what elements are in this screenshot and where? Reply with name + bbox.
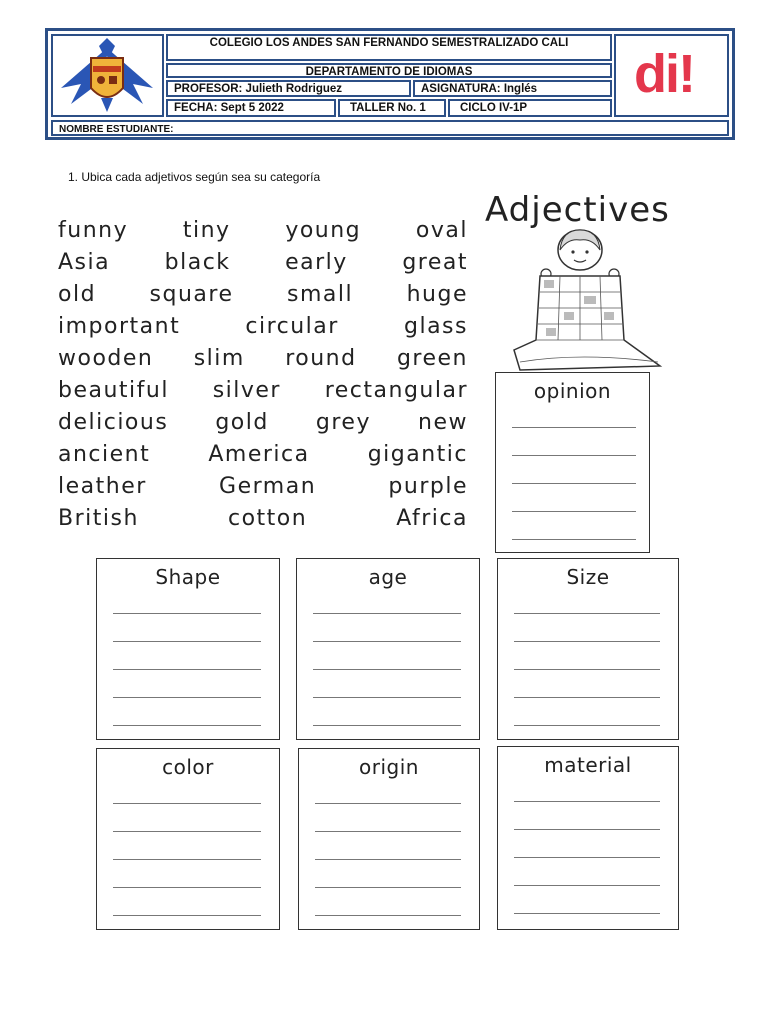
word: important	[58, 313, 181, 339]
answer-line[interactable]	[313, 725, 461, 726]
word: purple	[388, 473, 468, 499]
word: leather	[58, 473, 147, 499]
date-text: FECHA: Sept 5 2022	[174, 102, 284, 114]
answer-line[interactable]	[113, 697, 261, 698]
answer-line[interactable]	[113, 803, 261, 804]
worksheet-title: Adjectives	[485, 190, 670, 230]
answer-line[interactable]	[315, 831, 461, 832]
word: Africa	[396, 505, 468, 531]
word-row	[58, 374, 468, 406]
word: Asia	[58, 249, 111, 275]
category-box-color	[96, 748, 280, 930]
answer-line[interactable]	[315, 887, 461, 888]
answer-line[interactable]	[113, 613, 261, 614]
category-box-material	[497, 746, 679, 930]
word: old	[58, 281, 97, 307]
answer-line[interactable]	[113, 887, 261, 888]
word: rectangular	[324, 377, 468, 403]
word: German	[219, 473, 317, 499]
word: British	[58, 505, 139, 531]
word: young	[285, 217, 362, 243]
word-row	[58, 214, 468, 246]
answer-line[interactable]	[113, 915, 261, 916]
word: circular	[245, 313, 339, 339]
answer-line[interactable]	[514, 829, 660, 830]
answer-line[interactable]	[514, 913, 660, 914]
department-cell	[166, 63, 612, 78]
word: grey	[315, 409, 371, 435]
category-box-origin	[298, 748, 480, 930]
word: gold	[215, 409, 269, 435]
cycle-text: CICLO IV-1P	[460, 102, 528, 114]
girl-with-quilt-icon	[510, 222, 700, 372]
instruction: 1. Ubica cada adjetivos según sea su categoría	[68, 170, 321, 184]
word-row	[58, 342, 468, 374]
word: early	[285, 249, 348, 275]
cycle-cell	[448, 99, 612, 117]
answer-line[interactable]	[512, 455, 636, 456]
word: cotton	[227, 505, 308, 531]
word: square	[149, 281, 234, 307]
answer-line[interactable]	[512, 427, 636, 428]
answer-line[interactable]	[514, 885, 660, 886]
school-name-cell	[166, 34, 612, 61]
category-box-shape	[96, 558, 280, 740]
teacher-cell	[166, 80, 411, 97]
category-title: color	[162, 755, 214, 779]
answer-line[interactable]	[512, 483, 636, 484]
answer-line[interactable]	[313, 613, 461, 614]
word: beautiful	[58, 377, 169, 403]
word-row	[58, 438, 468, 470]
answer-line[interactable]	[514, 857, 660, 858]
date-cell	[166, 99, 336, 117]
word: silver	[212, 377, 281, 403]
school-name: COLEGIO LOS ANDES SAN FERNANDO SEMESTRALIZADO CALI	[209, 37, 569, 49]
word-row	[58, 502, 468, 534]
answer-line[interactable]	[315, 915, 461, 916]
word-row	[58, 406, 468, 438]
word-row	[58, 470, 468, 502]
word-row	[58, 310, 468, 342]
word: great	[402, 249, 468, 275]
category-box-size	[497, 558, 679, 740]
answer-line[interactable]	[113, 831, 261, 832]
word: new	[418, 409, 468, 435]
word: wooden	[58, 345, 154, 371]
word-row	[58, 246, 468, 278]
category-box-age	[296, 558, 480, 740]
category-title: opinion	[533, 379, 612, 403]
brand-logo: di!	[634, 44, 694, 104]
school-logo-cell	[51, 34, 164, 117]
brand-logo-cell	[614, 34, 729, 117]
workshop-cell	[338, 99, 446, 117]
word-row	[58, 278, 468, 310]
answer-line[interactable]	[512, 539, 636, 540]
category-title: Shape	[155, 565, 221, 589]
word: round	[285, 345, 357, 371]
answer-line[interactable]	[512, 511, 636, 512]
category-title: origin	[359, 755, 419, 779]
department-name: DEPARTAMENTO DE IDIOMAS	[305, 66, 473, 78]
category-title: age	[368, 565, 408, 589]
word: glass	[404, 313, 468, 339]
answer-line[interactable]	[313, 697, 461, 698]
word: America	[208, 441, 310, 467]
word: green	[396, 345, 468, 371]
answer-line[interactable]	[315, 803, 461, 804]
answer-line[interactable]	[313, 669, 461, 670]
word: gigantic	[367, 441, 468, 467]
answer-line[interactable]	[315, 859, 461, 860]
answer-line[interactable]	[514, 801, 660, 802]
answer-line[interactable]	[514, 613, 660, 614]
student-name-label: NOMBRE ESTUDIANTE:	[59, 124, 174, 135]
category-box-opinion	[495, 372, 650, 553]
teacher-name: PROFESOR: Julieth Rodriguez	[174, 83, 343, 95]
word: huge	[406, 281, 468, 307]
subject-name: ASIGNATURA: Inglés	[421, 83, 538, 95]
word: tiny	[182, 217, 231, 243]
answer-line[interactable]	[113, 641, 261, 642]
word: oval	[415, 217, 468, 243]
answer-line[interactable]	[113, 669, 261, 670]
header-table	[45, 28, 735, 140]
answer-line[interactable]	[514, 669, 660, 670]
answer-line[interactable]	[514, 697, 660, 698]
category-title: material	[544, 753, 632, 777]
workshop-number: TALLER No. 1	[350, 102, 426, 114]
word: delicious	[58, 409, 169, 435]
answer-line[interactable]	[514, 725, 660, 726]
student-name-cell	[51, 120, 729, 136]
word: slim	[193, 345, 245, 371]
word: ancient	[58, 441, 151, 467]
word-bank	[58, 214, 468, 534]
answer-line[interactable]	[113, 859, 261, 860]
word: small	[287, 281, 354, 307]
answer-line[interactable]	[113, 725, 261, 726]
subject-cell	[413, 80, 612, 97]
answer-line[interactable]	[514, 641, 660, 642]
category-title: Size	[566, 565, 610, 589]
answer-line[interactable]	[313, 641, 461, 642]
school-crest-icon	[53, 36, 162, 115]
word: funny	[58, 217, 129, 243]
word: black	[164, 249, 231, 275]
